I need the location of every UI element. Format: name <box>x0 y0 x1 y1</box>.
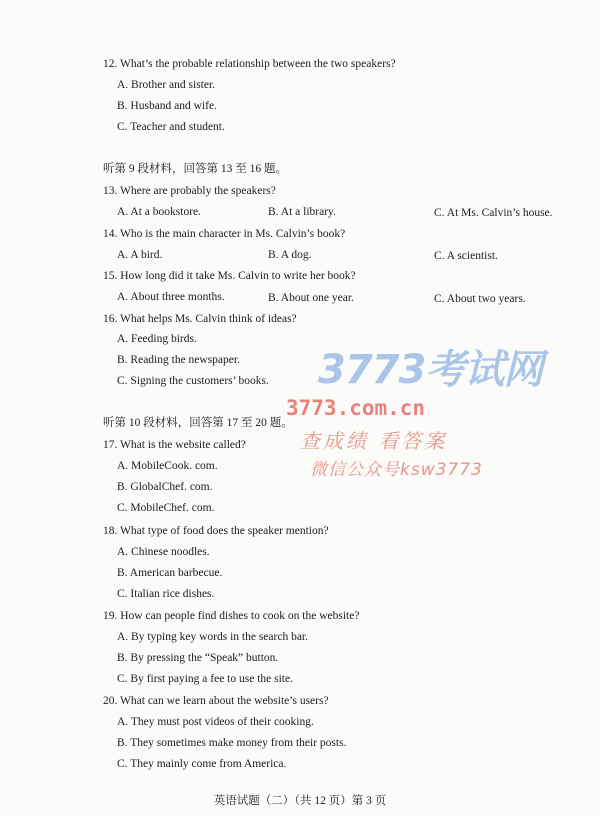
watermark-line-2: 微信公众号ksw3773 <box>310 460 483 480</box>
q16-option-b: B. Reading the newspaper. <box>117 354 240 366</box>
q15-option-b: B. About one year. <box>268 292 354 304</box>
watermark-url: 3773.com.cn <box>286 396 426 420</box>
q17-option-a: A. MobileCook. com. <box>117 460 218 472</box>
q17-stem: 17. What is the website called? <box>103 439 246 451</box>
section-10-instruction: 听第 10 段材料，回答第 17 至 20 题。 <box>103 417 293 429</box>
q12-option-a: A. Brother and sister. <box>117 79 216 91</box>
q13-option-a: A. At a bookstore. <box>117 206 202 218</box>
q17-option-c: C. MobileChef. com. <box>117 502 215 514</box>
q18-stem: 18. What type of food does the speaker mention? <box>103 525 329 537</box>
page-footer: 英语试题（二）（共 12 页）第 3 页 <box>213 795 387 807</box>
q16-option-a: A. Feeding birds. <box>117 333 197 345</box>
q15-option-c: C. About two years. <box>434 293 526 305</box>
q12-option-b: B. Husband and wife. <box>117 100 217 112</box>
q14-stem: 14. Who is the main character in Ms. Calvin’s book? <box>103 228 346 240</box>
q14-option-b: B. A dog. <box>268 249 312 261</box>
q13-stem: 13. Where are probably the speakers? <box>103 185 276 197</box>
q14-option-c: C. A scientist. <box>434 250 498 262</box>
q13-option-c: C. At Ms. Calvin’s house. <box>434 207 553 219</box>
q12-stem: 12. What’s the probable relationship between the two speakers? <box>103 58 396 70</box>
q12-option-c: C. Teacher and student. <box>117 121 225 133</box>
q20-option-c: C. They mainly come from America. <box>117 758 287 770</box>
q16-stem: 16. What helps Ms. Calvin think of ideas? <box>103 313 297 325</box>
q20-option-a: A. They must post videos of their cooking. <box>117 716 314 728</box>
watermark-line-1: 查成绩 看答案 <box>300 429 448 453</box>
section-9-instruction: 听第 9 段材料，回答第 13 至 16 题。 <box>103 163 287 175</box>
q16-option-c: C. Signing the customers’ books. <box>117 375 269 387</box>
q15-stem: 15. How long did it take Ms. Calvin to write her book? <box>103 270 356 282</box>
q19-option-b: B. By pressing the “Speak” button. <box>117 652 279 664</box>
q19-option-c: C. By first paying a fee to use the site. <box>117 673 293 685</box>
q19-stem: 19. How can people find dishes to cook on the website? <box>103 610 360 622</box>
q18-option-c: C. Italian rice dishes. <box>117 588 215 600</box>
q17-option-b: B. GlobalChef. com. <box>117 481 213 493</box>
q20-stem: 20. What can we learn about the website’s users? <box>103 695 329 707</box>
q14-option-a: A. A bird. <box>117 249 163 261</box>
q15-option-a: A. About three months. <box>117 291 225 303</box>
q18-option-b: B. American barbecue. <box>117 567 223 579</box>
q13-option-b: B. At a library. <box>268 206 336 218</box>
q19-option-a: A. By typing key words in the search bar. <box>117 631 308 643</box>
q18-option-a: A. Chinese noodles. <box>117 546 210 558</box>
q20-option-b: B. They sometimes make money from their posts. <box>117 737 347 749</box>
watermark-brand: 3773考试网 <box>318 347 543 393</box>
